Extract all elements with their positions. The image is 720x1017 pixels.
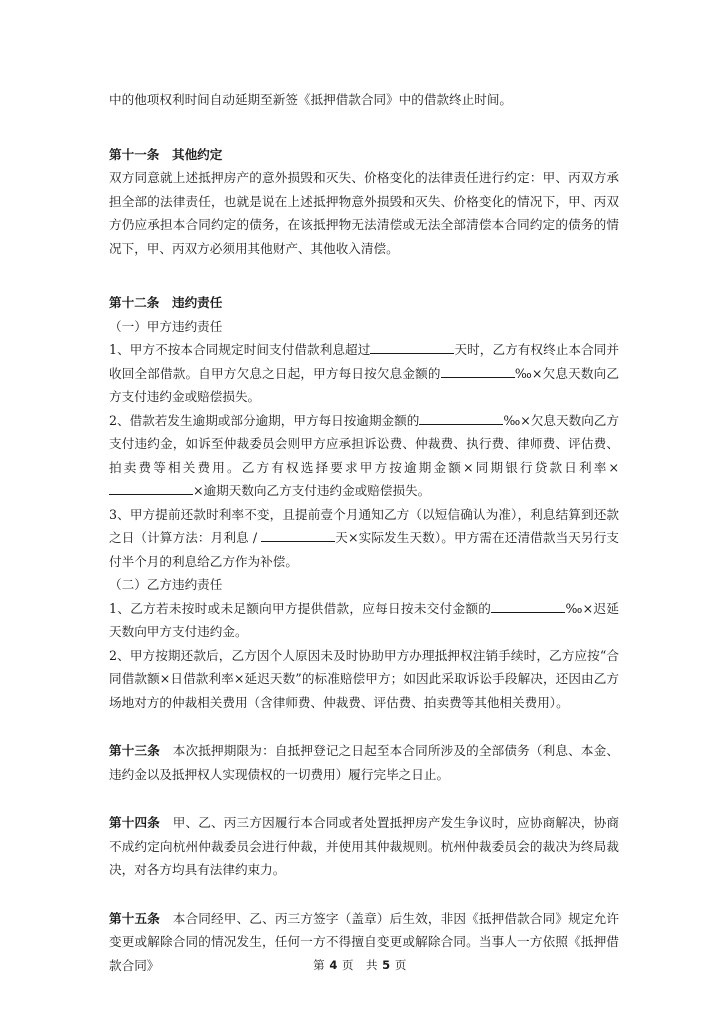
article-14-body: 甲、乙、丙三方因履行本合同或者处置抵押房产发生争议时，应协商解决，协商不成约定向杭州仲裁委员会进行仲裁，并使用其仲裁规则。杭州仲裁委员会的裁决为终局裁决，对各方均具有法律约束力。 [109, 815, 620, 877]
document-body [109, 88, 619, 977]
article-13-body: 本次抵押期限为：自抵押登记之日起至本合同所涉及的全部债务（利息、本金、违约金以及抵押权人实现债权的一切费用）履行完毕之日止。 [109, 743, 620, 782]
article-14-heading: 第十四条 [109, 815, 161, 830]
text-segment: 天×实际发生天数）。甲方需在还清借款当天另行支付半个月的利息给乙方作为补偿。 [109, 530, 619, 569]
page-footer [0, 957, 720, 973]
text-segment: ×逾期天数向乙方支付违约金或赔偿损失。 [193, 483, 431, 498]
text-segment: 3、甲方提前还款时利率不变，且提前壹个月通知乙方（以短信确认为准），利息结算到还款之日（计算方法：月利息 / [109, 506, 619, 545]
article-12-item-a1 [109, 338, 619, 409]
paragraph-intro: 中的他项权利时间自动延期至新签《抵押借款合同》中的借款终止时间。 [109, 92, 512, 107]
text-segment: 2、借款若发生逾期或部分逾期，甲方每日按逾期金额的 [109, 412, 420, 428]
footer-suffix: 页 [394, 958, 407, 972]
article-11-body: 双方同意就上述抵押房产的意外损毁和灭失、价格变化的法律责任进行约定：甲、丙双方承担全部的法律责任，也就是说在上述抵押物意外损毁和灭失、价格变化的情况下，甲、丙双方仍应承担本合同约定的债务，在该抵押物无法清偿或无法全部清偿本合同约定的债务的情况下，甲、丙双方必须用其他财产、其他收入清偿。 [109, 170, 619, 256]
article-12-item-a2 [109, 409, 619, 503]
text-segment: 1、甲方不按本合同规定时间支付借款利息超过 [109, 342, 371, 357]
footer-page-number: 4 [329, 958, 338, 972]
footer-total-pages: 5 [382, 958, 391, 972]
blank-field[interactable] [370, 339, 454, 354]
text-segment: ‰×迟延天数向甲方支付违约金。 [109, 600, 620, 639]
blank-field[interactable] [441, 363, 515, 378]
article-15-body: 本合同经甲、乙、丙三方签字（盖章）后生效，非因《抵押借款合同》规定允许变更或解除合同的情况发生，任何一方不得擅自变更或解除合同。当事人一方依照《抵押借款合同》 [109, 910, 620, 973]
article-13 [109, 739, 619, 786]
text-segment: 1、乙方若未按时或未足额向甲方提供借款，应每日按未交付金额的 [109, 600, 492, 616]
article-12-heading: 第十二条 违约责任 [109, 295, 223, 310]
text-segment: ‰×欠息天数向乙方支付违约金，如诉至仲裁委员会则甲方应承担诉讼费、仲裁费、执行费、律师费、评估费、拍卖费等相关费用。乙方有权选择要求甲方按逾期金额×同期银行贷款日利率× [109, 412, 619, 475]
article-12-item-b1 [109, 597, 619, 644]
blank-field[interactable] [491, 598, 565, 613]
article-13-heading: 第十三条 [109, 743, 161, 758]
article-12-item-a3 [109, 503, 619, 574]
article-12-subheading-party-a: （一）甲方违约责任 [109, 318, 223, 334]
article-12-item-b2: 2、甲方按期还款后，乙方因个人原因未及时协助甲方办理抵押权注销手续时，乙方应按“合同借款额×日借款利率×延迟天数”的标准赔偿甲方；如因此采取诉讼手段解决，还因由乙方场地对方的仲裁相关费用（含律师费、仲裁费、评估费、拍卖费等其他相关费用）。 [109, 647, 619, 710]
blank-field[interactable] [419, 410, 503, 425]
article-14 [109, 811, 619, 882]
footer-prefix: 第 [313, 958, 326, 972]
blank-field[interactable] [109, 480, 193, 495]
text-segment: ‰×欠息天数向乙方支付违约金或赔偿损失。 [109, 365, 620, 404]
text-segment: 天时，乙方有权终止本合同并收回全部借款。自甲方欠息之日起，甲方每日按欠息金额的 [109, 342, 620, 381]
article-12-subheading-party-b: （二）乙方违约责任 [109, 577, 223, 592]
article-11-heading: 第十一条 其他约定 [109, 146, 223, 162]
footer-mid: 页 共 [342, 958, 378, 972]
blank-field[interactable] [261, 527, 335, 542]
article-15-heading: 第十五条 [109, 910, 161, 926]
